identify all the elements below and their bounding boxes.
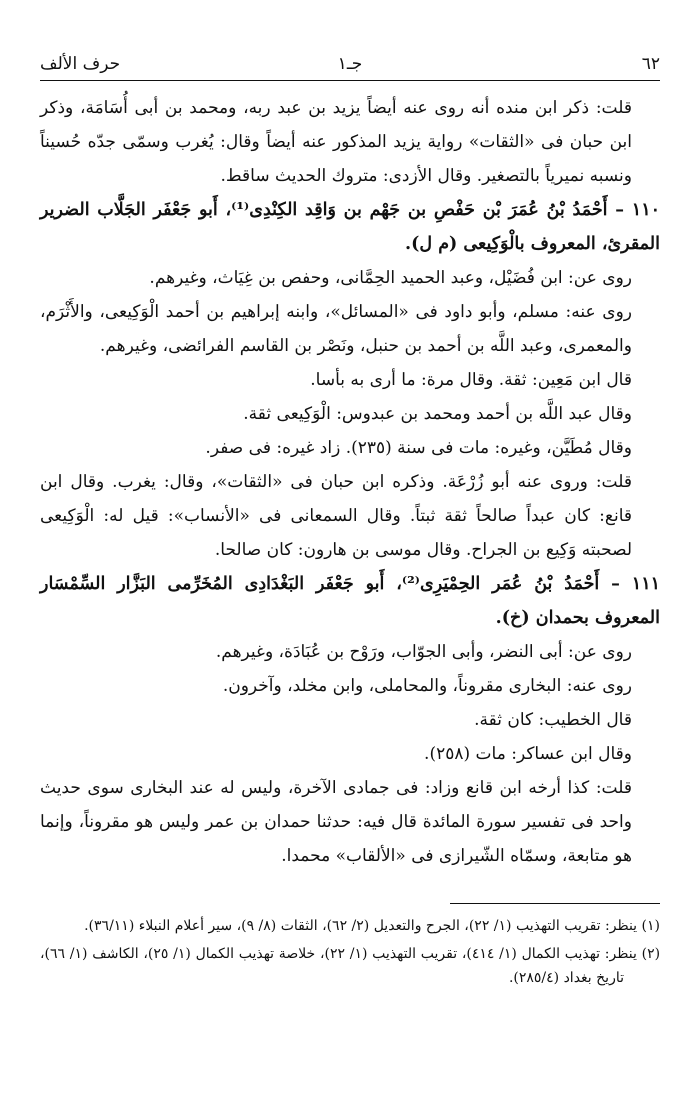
paragraph: روى عنه: مسلم، وأبو داود فى «المسائل»، وابنه إبراهيم بن أحمد الْوَكِيعى، والأَثْرَم، والمعمرى، وعبد اللَّه بن أحمد بن حنبل، ونَصْر بن القاسم الفرائضى، وغيرهم.	[40, 302, 632, 356]
footnotes	[40, 914, 660, 990]
chapter-title: حرف الألف	[40, 54, 121, 74]
paragraph: قلت: كذا أرخه ابن قانع وزاد: فى جمادى الآخرة، وليس له عند البخارى سوى حديث واحد فى تفسير سورة المائدة قال فيه: حدثنا حمدان بن عمر وليس هو مقروناً، وإنما هو متابعة، وسمّاه الشّيرازى فى «الألقاب» محمدا.	[40, 778, 632, 866]
page-header	[40, 40, 660, 81]
paragraph: روى عن: أبى النضر، وأبى الجوّاب، ورَوْح بن عُبَادَة، وغيرهم.	[215, 642, 632, 662]
paragraph: روى عن: ابن فُضَيْل، وعبد الحميد الحِمَّانى، وحفص بن غِيَاث، وغيرهم.	[149, 268, 632, 288]
footnote-1: (١) ينظر: تقريب التهذيب (١/ ٢٢)، الجرح والتعديل (٢/ ٦٢)، الثقات (٨/ ٩)، سير أعلام النبلاء (٣٦/١١).	[84, 918, 660, 934]
paragraph: وقال عبد اللَّه بن أحمد ومحمد بن عبدوس: الْوَكِيعى ثقة.	[243, 404, 632, 424]
footnote-divider	[450, 903, 660, 904]
paragraph: وقال ابن عساكر: مات (٢٥٨).	[424, 744, 632, 764]
book-page	[40, 40, 660, 994]
volume-label: جـ١	[337, 54, 363, 74]
entry-heading-111: ١١١ – أَحْمَدُ بْنُ عُمَر الحِمْيَرِى⁽²⁾، أَبو جَعْفَر البَغْدَادِى المُخَرِّمى البَزَّار السِّمْسَار المعروف بحمدان (خ).	[40, 574, 660, 628]
footnote-2: (٢) ينظر: تهذيب الكمال (١/ ٤١٤)، تقريب التهذيب (١/ ٢٢)، خلاصة تهذيب الكمال (١/ ٢٥)، الكاشف (١/ ٦٦)، تاريخ بغداد (٢٨٥/٤).	[40, 946, 661, 986]
paragraph: قلت: ذكر ابن منده أنه روى عنه أيضاً يزيد بن عبد ربه، ومحمد بن أبى أُسَامَة، وذكر ابن حبان فى «الثقات» رواية يزيد المذكور عنه أيضاً وقال: يُغرب وسمّى جدّه حُسيناً ونسبه نميرياً بالتصغير. وقال الأزدى: متروك الحديث ساقط.	[40, 98, 632, 186]
paragraph: روى عنه: البخارى مقروناً، والمحاملى، وابن مخلد، وآخرون.	[222, 676, 632, 696]
paragraph: قال الخطيب: كان ثقة.	[474, 710, 632, 730]
main-text	[40, 91, 660, 873]
entry-heading-110: ١١٠ – أَحْمَدُ بْنُ عُمَرَ بْن حَفْصِ بن جَهْم بن وَاقِد الكِنْدِى⁽¹⁾، أَبو جَعْفَر الجَلَّاب الضرير المقرئ، المعروف بالْوَكِيعى (م ل).	[40, 200, 660, 254]
page-number: ٦٢	[641, 54, 660, 74]
paragraph: وقال مُطَيَّن، وغيره: مات فى سنة (٢٣٥). زاد غيره: فى صفر.	[205, 438, 632, 458]
paragraph: قلت: وروى عنه أبو زُرْعَة. وذكره ابن حبان فى «الثقات»، وقال: يغرب. وقال ابن قانع: كان عبداً صالحاً ثقة ثبتاً. وقال السمعانى فى «الأنساب»: قيل له: الْوَكِيعى لصحبته وَكِيع بن الجراح. وقال موسى بن هارون: كان صالحا.	[40, 472, 632, 560]
paragraph: قال ابن مَعِين: ثقة. وقال مرة: ما أرى به بأسا.	[310, 370, 632, 390]
